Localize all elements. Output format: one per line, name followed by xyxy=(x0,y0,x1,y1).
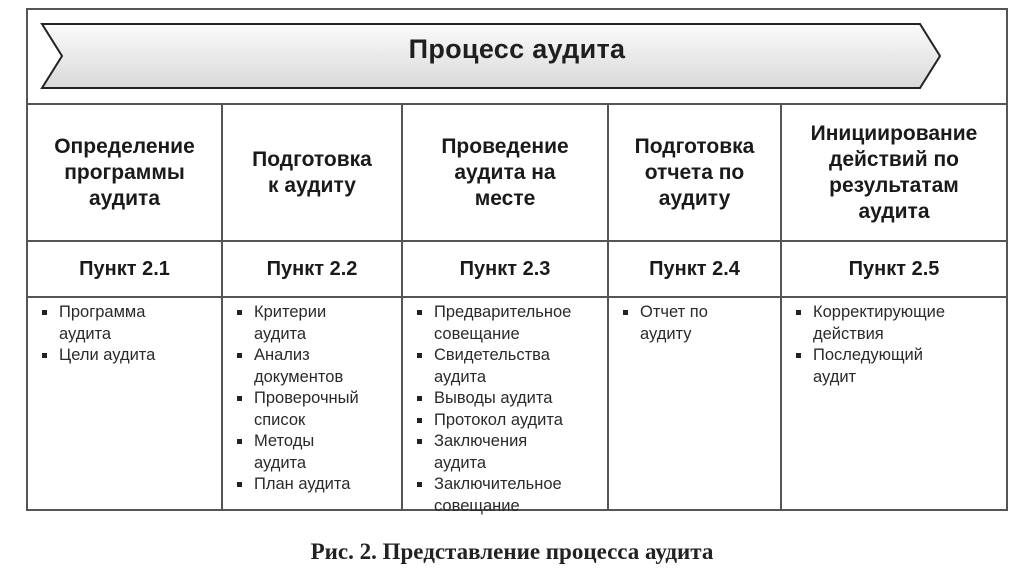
column-point: Пункт 2.1 xyxy=(28,242,221,298)
column-items xyxy=(223,298,401,496)
column-onsite xyxy=(403,105,609,515)
column-heading-text: Инициирование действий по результатам аудита xyxy=(810,121,978,223)
column-actions xyxy=(782,105,1006,511)
list-item: Протокол аудита xyxy=(415,410,601,432)
column-heading-text: Определение программы аудита xyxy=(54,134,195,210)
column-heading xyxy=(223,105,401,242)
column-point: Пункт 2.4 xyxy=(609,242,780,298)
column-items xyxy=(403,298,607,517)
list-item: Критерии аудита xyxy=(235,302,395,345)
column-heading-text: Проведение аудита на месте xyxy=(441,134,569,210)
process-columns xyxy=(28,103,1006,515)
column-report xyxy=(609,105,782,511)
list-item: Анализ документов xyxy=(235,345,395,388)
figure-caption: Рис. 2. Представление процесса аудита xyxy=(310,539,714,564)
list-item: Корректирующие действия xyxy=(794,302,1000,345)
column-heading-text: Подготовка отчета по аудиту xyxy=(634,134,755,210)
diagram-frame xyxy=(26,8,1008,515)
column-items xyxy=(782,298,1006,388)
column-heading xyxy=(403,105,607,242)
list-item: Последующий аудит xyxy=(794,345,1000,388)
column-heading xyxy=(609,105,780,242)
list-item: Свидетельства аудита xyxy=(415,345,601,388)
column-point: Пункт 2.3 xyxy=(403,242,607,298)
list-item: Заключения аудита xyxy=(415,431,601,474)
list-item: План аудита xyxy=(235,474,395,496)
column-point: Пункт 2.2 xyxy=(223,242,401,298)
column-preparation xyxy=(223,105,403,511)
list-item: Предварительное совещание xyxy=(415,302,601,345)
column-heading xyxy=(782,105,1006,242)
list-item: Методы аудита xyxy=(235,431,395,474)
list-item: Проверочный список xyxy=(235,388,395,431)
list-item: Цели аудита xyxy=(40,345,215,367)
banner-title: Процесс аудита xyxy=(408,34,626,64)
column-items xyxy=(28,298,221,367)
list-item: Заключительное совещание xyxy=(415,474,601,517)
list-item: Выводы аудита xyxy=(415,388,601,410)
column-program xyxy=(28,105,223,511)
list-item: Программа аудита xyxy=(40,302,215,345)
column-heading xyxy=(28,105,221,242)
column-items xyxy=(609,298,780,345)
column-point: Пункт 2.5 xyxy=(782,242,1006,298)
list-item: Отчет по аудиту xyxy=(621,302,774,345)
column-heading-text: Подготовка к аудиту xyxy=(252,147,372,197)
